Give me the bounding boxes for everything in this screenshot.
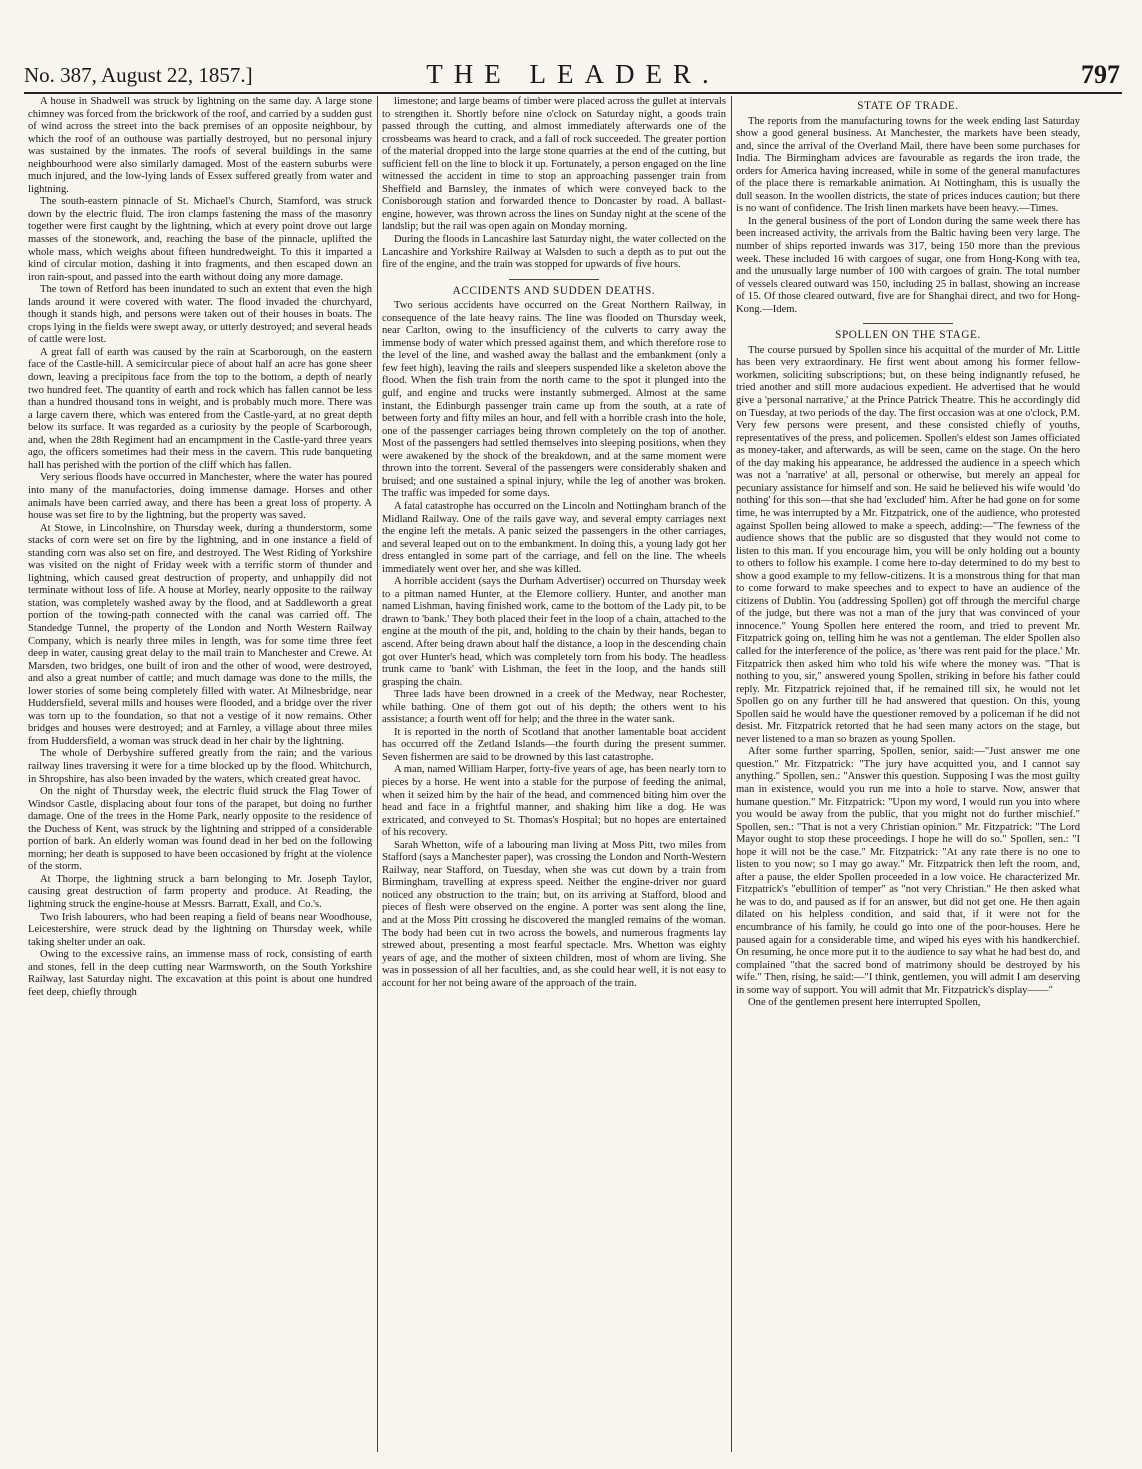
column-one [28, 96, 372, 1456]
accidents-heading: ACCIDENTS AND SUDDEN DEATHS. [452, 284, 656, 297]
masthead [24, 58, 1122, 94]
paragraph: The course pursued by Spollen since his acquittal of the murder of Mr. Little has been very extraordinary. He first went about among his former fellow-workmen, soliciting subscriptions; but, on these being indignantly refused, he tried another and still more audacious expedient. He advertised that he would give a 'personal narrative,' at the Prince Patrick Theatre. This he accordingly did on Tuesday, at two periods of the day. The first occasion was at one o'clock, P.M. Very few persons were present, and these consisted chiefly of youths, representatives of the press, and policemen. Spollen's eldest son James officiated as money-taker, and afterwards, as will be seen, came on the stage. On the hero of the day making his appearance, he addressed the audience in a speech which was not a 'narrative' at all, personal or otherwise, but merely an appeal for pecuniary assistance for himself and son. He said he believed his wife would 'do nothing' for this son—that she had 'excluded' him. After he had gone on for some time, he was interrupted by a Mr. Fitzpatrick, one of the audience, who protested against Spollen being allowed to make a speech, adding:—"The fewness of the audience shows that the public are so disgusted that they would not come to listen to this man. If you encourage him, you will be only holding out a bounty to others to follow his example. I come here to-day determined to do my best to show a good example to my fellow-citizens. It is a monstrous thing for that man to come forward to make speeches and to expect to have an audience of the citizens of Dublin. You (addressing Spollen) got off through the merciful charge of the judge, but there was not a man of the jury that was convinced of your innocence." Young Spollen here entered the room, and tried to prevent Mr. Fitzpatrick going on, telling him he was not a gentleman. The elder Spollen also called for the interference of the police, as 'there was rent paid for the place.' Mr. Fitzpatrick then asked him who told his wife where the money was. "That is nothing to you, sir," answered young Spollen, striking in before his father could reply. Mr. Fitzpatrick rejoined that, if he remained till six, he would not let Spollen go on any further till he had answered that question. On this, young Spollen said he would have the questioner removed by a policeman if he did not desist. Mr. Fitzpatrick retorted that he had seen many actors on the stage, but never listened to a man so brazen as young Spollen. [736, 344, 1080, 745]
issue-info: No. 387, August 22, 1857.] [24, 63, 253, 87]
newspaper-title: THE LEADER. [426, 59, 720, 89]
column-two-intro [382, 96, 726, 272]
paragraph: A fatal catastrophe has occurred on the Lincoln and Nottingham branch of the Midland Railway. One of the rails gave way, and several empty carriages next the engine left the metals. A panic seized the passengers in the other carriages, and several leaped out on to the embankment. In doing this, a young lady got her dress entangled in some part of the carriage, and fell on the line. The wheels immediately went over her, and she was killed. [382, 500, 726, 575]
column-rule-right [731, 96, 732, 1452]
section-separator [509, 279, 599, 280]
paragraph: Two Irish labourers, who had been reaping a field of beans near Woodhouse, Leicestershire, were struck dead by the lightning on Thursday week, while taking shelter under an oak. [28, 911, 372, 948]
paragraph: On the night of Thursday week, the electric fluid struck the Flag Tower of Windsor Castle, displacing about four tons of the parapet, but doing no further damage. One of the trees in the Home Park, nearly opposite to the residence of the Duchess of Kent, was struck by the lightning and stripped of a considerable portion of bark. An elderly woman was found dead in her bed on the following morning; her death is supposed to have been occasioned by fright at the violence of the storm. [28, 786, 372, 873]
section-separator [863, 323, 953, 324]
spollen-heading: SPOLLEN ON THE STAGE. [835, 329, 981, 342]
paragraph: Owing to the excessive rains, an immense mass of rock, consisting of earth and stones, fell in the deep cutting near Warmsworth, on the South Yorkshire Railway, last Saturday night. The excavation at this point is about one hundred feet deep, chiefly through [28, 949, 372, 998]
trade-heading: STATE OF TRADE. [857, 100, 959, 112]
spollen-article [736, 345, 1080, 1010]
paragraph: Very serious floods have occurred in Manchester, where the water has poured into many of the manufactories, doing immense damage. Horses and other animals have been carried away, and there has been a great loss of property. A house was set fire to by the lightning, but the property was saved. [28, 472, 372, 522]
paragraph: It is reported in the north of Scotland that another lamentable boat accident has occurred off the Zetland Islands—the fourth during the present summer. Seven fishermen are said to be drowned by this last catastrophe. [382, 726, 726, 763]
paragraph: Three lads have been drowned in a creek of the Medway, near Rochester, while bathing. One of them got out of his depth; the others went to his assistance; a fourth went off for help; and the three in the water sank. [382, 689, 726, 726]
paragraph: The reports from the manufacturing towns for the week ending last Saturday show a good general business. At Manchester, the markets have been steady, and, since the arrival of the Overland Mail, there have been some purchases for India. The Birmingham advices are favourable as regards the iron trade, the orders for America having increased, while in some of the general manufactures of the place there is remarkable animation. At Nottingham, this is usually the dull season. In the woollen districts, the state of prices induces caution; but there is no want of confidence. The Irish linen markets have been heavy.—Times. [736, 115, 1080, 215]
paragraph: One of the gentlemen present here interrupted Spollen, [748, 997, 981, 1009]
paragraph: Sarah Whetton, wife of a labouring man living at Moss Pitt, two miles from Stafford (says a Manchester paper), was crossing the London and North-Western Railway, near Stafford, on Tuesday, when she was cut down by a train from Birmingham, travelling at express speed. Neither the engine-driver nor guard noticed any obstruction to the train; but, on its arriving at Stafford, blood and pieces of flesh were observed on the engine. A porter was sent along the line, and at the Moss Pitt crossing he discovered the mangled remains of the woman. The body had been cut in two across the bowels, and numerous fragments lay strewed about, presenting a most fearful spectacle. Mrs. Whetton was eighty years of age, and the mother of sixteen children, most of whom are living. She was in possession of all her faculties, and, as she could hear well, it is not easy to account for her not being aware of the approach of the train. [382, 839, 726, 989]
paragraph: A man, named William Harper, forty-five years of age, has been nearly torn to pieces by a horse. He went into a stable for the purpose of feeding the animal, when it seized him by the hair of the head, and commenced biting him over the head and face in a frightful manner, and shaking him like a dog. He was extricated, and conveyed to St. Thomas's Hospital; but no hopes are entertained of his recovery. [382, 764, 726, 839]
paragraph: limestone; and large beams of timber were placed across the gullet at intervals to strengthen it. Shortly before nine o'clock on Saturday night, a goods train passed through the cutting, and almost immediately afterwards one of the crossbeams was heard to crack, and a fall of rock succeeded. The greater portion of the material dropped into the large stone quarries at the end of the cutting, but sufficient fell on the line to block it up. Fortunately, a person engaged on the line witnessed the accident in time to stop an approaching passenger train from Sheffield and Barnsley, the inmates of which were conveyed back to the Conisborough station and forwarded thence to Doncaster by road. A ballast-engine, however, was thrown across the lines on Sunday night at the scene of the landslip; but the rail was open again on Monday morning. [382, 96, 726, 233]
paragraph: Two serious accidents have occurred on the Great Northern Railway, in consequence of the late heavy rains. The line was flooded on Thursday week, near Carlton, owing to the insufficiency of the culverts to carry away the immense body of water which pressed against them, and which therefore rose to the level of the line, and washed away the ballast and the embankment (only a few feet high), leaving the rails and sleepers suspended like a skeleton above the flood. When the fish train from the north came to the spot it plunged into the gulf, and engine and trucks were instantly submerged. Almost at the same instant, the Edinburgh passenger train came up from the south, at a rate of between forty and fifty miles an hour, and fell with a horrible crash into the hole, one of the passenger carriages being thrown completely on the top of another. Most of the passengers had settled themselves into sleeping positions, when they were awakened by the shock of the breakdown, and at the same moment were thrown into the torrent. Several of the passengers were considerably shaken and bruised; and one sustained a spinal injury, while the leg of another was broken. The traffic was impeded for some days. [382, 300, 726, 500]
paragraph: The town of Retford has been inundated to such an extent that even the high lands around it were covered with water. The flood invaded the churchyard, though it stands high, and persons were taken out of their houses in boats. The crops lying in the fields were swept away, or utterly destroyed; and several heads of cattle were lost. [28, 284, 372, 346]
paragraph: At Stowe, in Lincolnshire, on Thursday week, during a thunderstorm, some stacks of corn were set on fire by the lightning, and in one instance a field of standing corn was also set on fire, and destroyed. The West Riding of Yorkshire was visited on the night of Friday week with a terrific storm of thunder and lightning, which caused great destruction of property, and unhappily did not terminate without loss of life. A house at Morley, nearly opposite to the railway station, was completely washed away by the flood, and at Saddleworth a great portion of the towing-path connected with the canal was carried off. The Standedge Tunnel, the property of the London and North Western Railway Company, which is nearly three miles in length, was for some time three feet deep in water, causing great delay to the mail train to Manchester and Crewe. At Marsden, two bridges, one built of iron and the other of wood, were destroyed, and also a great number of cattle; and much damage was done to the mills, the lower stories of some being completely filled with water. At Milnesbridge, near Huddersfield, several mills and houses were flooded, and a bridge over the river was torn up to the foundation, so that not a vestige of it now remains. Other bridges and houses were destroyed; and at Farnley, a village about three miles from Huddersfield, a woman was struck dead in her chair by the lightning. [28, 522, 372, 747]
paragraph: A horrible accident (says the Durham Advertiser) occurred on Thursday week to a pitman named Hunter, at the Elemore colliery. Hunter, and another man named Lishman, having finished work, came to the bottom of the Lady pit, to be drawn to 'bank.' They both placed their feet in the loop of a chain, attached to the engine at the mouth of the pit, and, holding to the chain by their hands, began to ascend. After being drawn about half the distance, a loop in the descending chain got over Hunter's head, which was completely torn from his body. The headless trunk came to 'bank' with Lishman, the feet in the loop, and the hands still grasping the chain. [382, 576, 726, 688]
paragraph: During the floods in Lancashire last Saturday night, the water collected on the Lancashire and Yorkshire Railway at Walsden to such a depth as to put out the fire of the engine, and the train was stopped for upwards of five hours. [382, 234, 726, 271]
column-rule-left [377, 96, 378, 1452]
trade-article [736, 116, 1080, 317]
page-number: 797 [1081, 60, 1120, 89]
paragraph: A house in Shadwell was struck by lightning on the same day. A large stone chimney was forced from the brickwork of the roof, and carried by a sudden gust of wind across the street into the back premises of an opposite neighbour, by which the roof of an outhouse was partially destroyed, but no personal injury was sustained by the inmates. The roofs of several buildings in the same neighbourhood were also similarly damaged. Most of the eastern suburbs were much injured, and the low-lying lands of Essex suffered greatly from water and lightning. [28, 96, 372, 195]
column-two [382, 96, 726, 1456]
column-three [736, 96, 1080, 1456]
paragraph: After some further sparring, Spollen, senior, said:—"Just answer me one question." Mr. Fitzpatrick: "The jury have acquitted you, and I cannot say anything." Spollen, sen.: "Answer this question. Supposing I was the most guilty man in existence, would you run me into a hole to starve. Now, answer that humane question." Mr. Fitzpatrick: "Upon my word, I would run you into where you would be away from the public, that you might not do further mischief." Spollen, sen.: "That is not a very Christian opinion." Mr. Fitzpatrick: "The Lord Mayor ought to stop these proceedings. I hope he will do so." Spollen, sen.: "I hope it will not be the case." Mr. Fitzpatrick: "At any rate there is no one to listen to you now; so I may go away." Mr. Fitzpatrick then left the room, and, after a pause, the elder Spollen proceeded in a low voice. He characterized Mr. Fitzpatrick's "ebullition of temper" as "not very Christian." He then asked what he was to do, and paused as if for an answer, but did not get one. He then again dilated on his helpless condition, and said that, if it were not for the encumbrance of his family, he could go into one of the poor-houses. Here he paused again for a considerable time, and wiped his eyes with his handkerchief. On resuming, he once more put it to the audience to say what he had best do, and complained "that the sacred bond of matrimony should be destroyed by his wife." Then, rising, he said:—"I think, gentlemen, you will admit I am deserving in some way of support. You will admit that Mr. Fitzpatrick's display——" [736, 746, 1080, 996]
paragraph: The south-eastern pinnacle of St. Michael's Church, Stamford, was struck down by the electric fluid. The iron clamps fastening the mass of the masonry together were first caught by the lightning, which at every point drove out large masses of the stonework, and, reaching the base of the pinnacle, uplifted the whole mass, which weighs about fifteen hundredweight. To this it imparted a kind of circular motion, dashing it into fragments, and then escaped down an iron rain-spout, and passed into the earth without doing any more damage. [28, 196, 372, 283]
accidents-article [382, 300, 726, 990]
paragraph: The whole of Derbyshire suffered greatly from the rain; and the various railway lines traversing it were for a time blocked up by the flood. Whitchurch, in Shropshire, has also been invaded by the waters, which created great havoc. [28, 748, 372, 785]
paragraph: At Thorpe, the lightning struck a barn belonging to Mr. Joseph Taylor, causing great destruction of farm property and produce. At Reading, the lightning struck the engine-house at Messrs. Barratt, Exall, and Co.'s. [28, 873, 372, 910]
paragraph: A great fall of earth was caused by the rain at Scarborough, on the eastern face of the Castle-hill. A semicircular piece of about half an acre has gone sheer down, leaving a precipitous face from the top to the bottom, a depth of nearly two hundred feet. The quantity of earth and rock which has fallen cannot be less than a hundred thousand tons in weight, and is probably much more. There was a large cavern there, which was entered from the Castle-yard, at no great depth below its surface. It was regarded as a curiosity by the people of Scarborough, and, when the 28th Regiment had an encampment in the Castle-yard three years ago, the officers sometimes had their mess in the cavern. This rude banqueting hall has perished with the portion of the cliff which has fallen. [28, 346, 372, 471]
paragraph: In the general business of the port of London during the same week there has been increased activity, the arrivals from the Baltic having been very large. The number of ships reported inwards was 317, being 150 more than the previous week. These included 16 with cargoes of sugar, one from Hong-Kong with tea, and the unusually large number of 100 with cargoes of grain. The total number of vessels cleared outward was 150, including 25 in ballast, showing an increase of 15. Of those cleared outward, five are for Shanghai direct, and two for Hong-Kong.—Idem. [736, 215, 1080, 315]
